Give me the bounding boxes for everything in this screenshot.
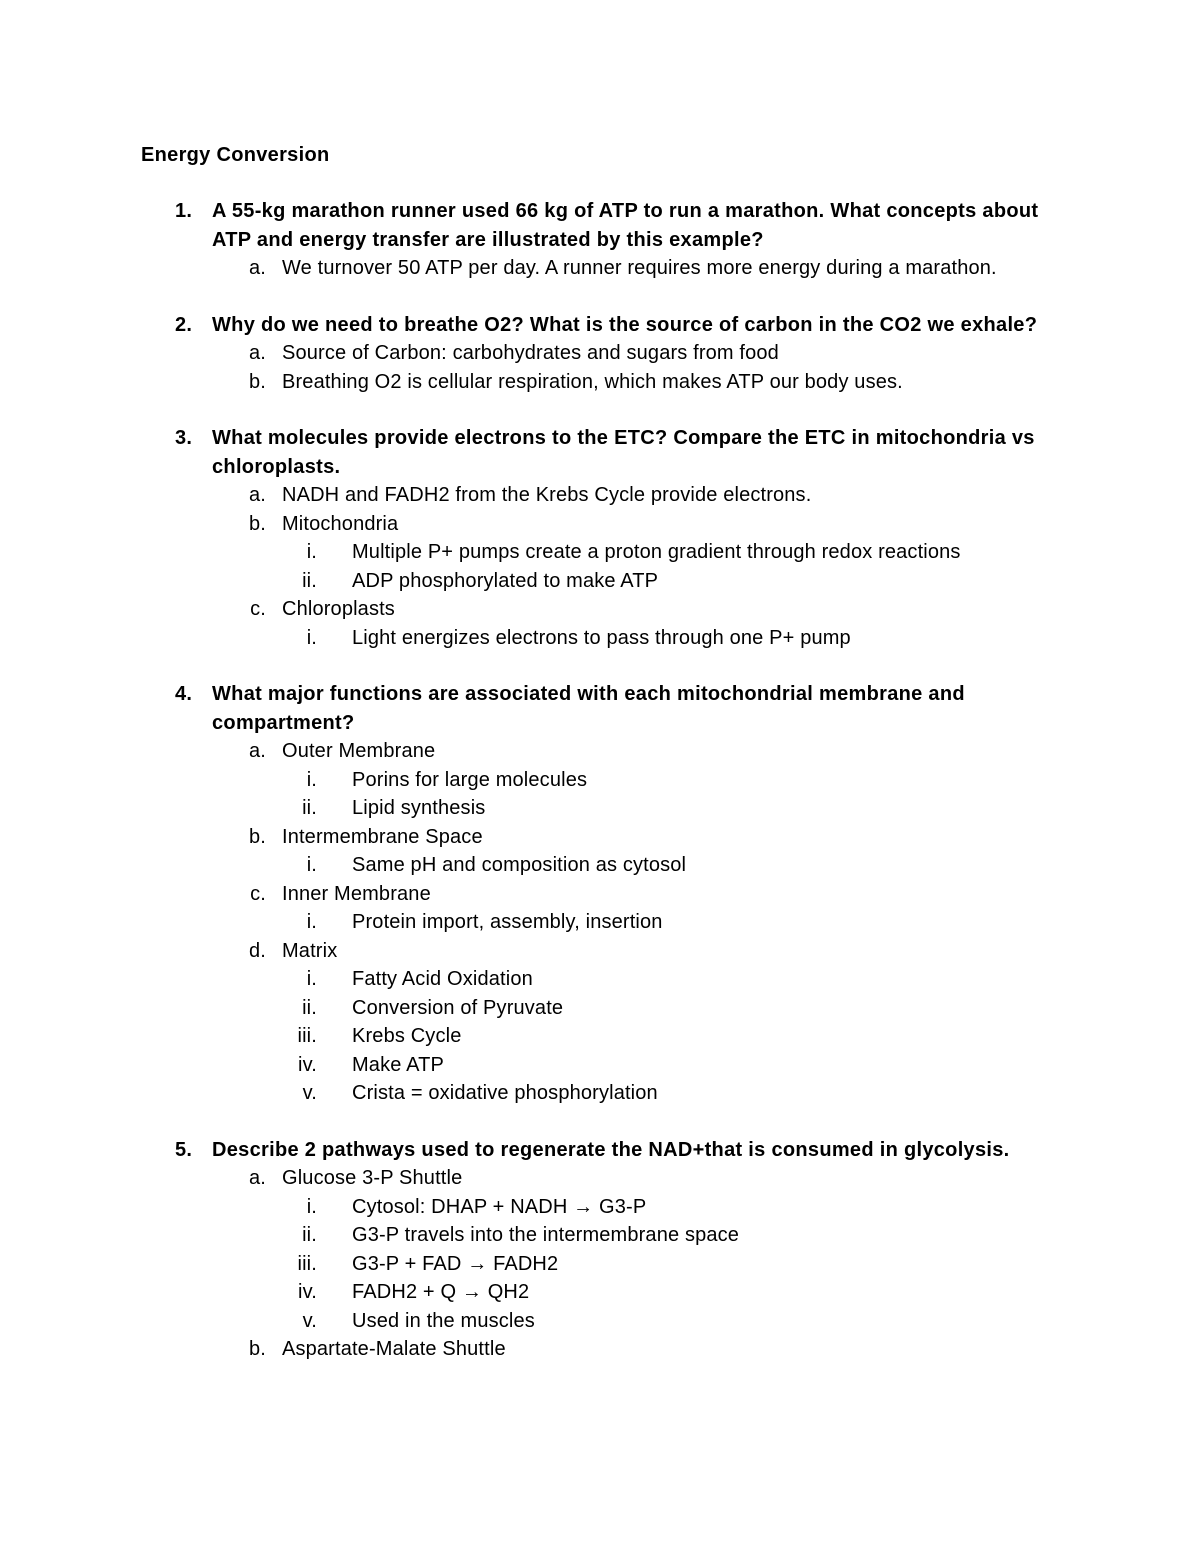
answer-text: Intermembrane Space <box>282 825 483 848</box>
question-text: A 55-kg marathon runner used 66 kg of ATP to run a marathon. What concepts about ATP and energy transfer are illustrated by this example? <box>212 200 1039 251</box>
sub-answer-text: Multiple P+ pumps create a proton gradient through redox reactions <box>352 541 961 563</box>
sub-answer-item <box>0 766 1200 795</box>
question-text: Why do we need to breathe O2? What is the source of carbon in the CO2 we exhale? <box>212 313 1038 336</box>
question-item <box>0 424 1200 652</box>
answer-item <box>0 737 1200 766</box>
sub-answer-marker: i. <box>306 911 317 933</box>
answer-item <box>0 1335 1200 1364</box>
answer-item <box>0 937 1200 966</box>
sub-answer-text: Protein import, assembly, insertion <box>352 911 663 933</box>
sub-answer-item <box>0 567 1200 596</box>
sub-answer-item <box>0 1307 1200 1336</box>
sub-answer-text: Crista = oxidative phosphorylation <box>352 1082 658 1104</box>
question-text: What molecules provide electrons to the ETC? Compare the ETC in mitochondria vs chloroplasts. <box>212 427 1035 478</box>
answer-item <box>0 510 1200 539</box>
sub-answer-text: Make ATP <box>352 1053 444 1076</box>
answer-text: Chloroplasts <box>282 598 395 620</box>
answer-text: Inner Membrane <box>282 882 431 905</box>
sub-answer-item <box>0 908 1200 937</box>
answer-text: NADH and FADH2 from the Krebs Cycle provide electrons. <box>282 484 812 506</box>
answer-text: Mitochondria <box>282 512 399 535</box>
question-list <box>0 197 1200 1392</box>
answer-item <box>0 339 1200 368</box>
answer-item <box>0 880 1200 909</box>
sub-answer-marker: iv. <box>298 1053 317 1076</box>
sub-answer-text: Cytosol: DHAP + NADH → G3-P <box>352 1195 647 1218</box>
answer-item <box>0 254 1200 283</box>
sub-answer-marker: iv. <box>298 1281 317 1303</box>
sub-answer-item <box>0 994 1200 1023</box>
sub-answer-text: Light energizes electrons to pass through one P+ pump <box>352 626 851 649</box>
sub-answer-item <box>0 1278 1200 1307</box>
answer-marker: a. <box>249 740 266 762</box>
sub-answer-marker: v. <box>302 1082 317 1104</box>
sub-answer-text: Used in the muscles <box>352 1309 535 1332</box>
sub-answer-text: G3-P travels into the intermembrane space <box>352 1224 740 1246</box>
answer-text: Breathing O2 is cellular respiration, which makes ATP our body uses. <box>282 370 903 393</box>
sub-answer-marker: ii. <box>302 569 317 592</box>
question-number: 3. <box>175 427 193 449</box>
answer-marker: b. <box>249 370 266 393</box>
sub-answer-marker: i. <box>306 768 317 791</box>
question-number: 5. <box>175 1138 193 1161</box>
answer-marker: c. <box>250 598 266 620</box>
sub-answer-item <box>0 538 1200 567</box>
answer-item <box>0 481 1200 510</box>
answer-marker: b. <box>249 512 266 535</box>
question-item <box>0 311 1200 397</box>
sub-answer-marker: iii. <box>297 1252 317 1275</box>
answer-item <box>0 823 1200 852</box>
answer-marker: b. <box>249 1338 266 1360</box>
answer-item <box>0 595 1200 624</box>
answer-text: Matrix <box>282 939 338 962</box>
sub-answer-text: FADH2 + Q → QH2 <box>352 1281 530 1303</box>
answer-text: Source of Carbon: carbohydrates and sugars from food <box>282 342 779 364</box>
sub-answer-text: Fatty Acid Oxidation <box>352 968 533 990</box>
sub-answer-marker: i. <box>306 541 317 563</box>
answer-marker: a. <box>249 484 266 506</box>
sub-answer-marker: i. <box>306 626 317 649</box>
sub-answer-text: Conversion of Pyruvate <box>352 996 564 1019</box>
sub-answer-item <box>0 1022 1200 1051</box>
sub-answer-text: Porins for large molecules <box>352 768 588 791</box>
sub-answer-item <box>0 1051 1200 1080</box>
sub-answer-marker: i. <box>306 1195 317 1218</box>
answer-marker: d. <box>249 939 266 962</box>
question-number: 2. <box>175 313 193 336</box>
document-title: Energy Conversion <box>141 144 330 166</box>
sub-answer-marker: ii. <box>302 996 317 1019</box>
sub-answer-text: Krebs Cycle <box>352 1025 462 1047</box>
sub-answer-item <box>0 851 1200 880</box>
sub-answer-marker: ii. <box>302 797 317 819</box>
sub-answer-text: ADP phosphorylated to make ATP <box>352 569 659 592</box>
sub-answer-marker: i. <box>306 968 317 990</box>
question-text: What major functions are associated with each mitochondrial membrane and compartment? <box>212 683 965 734</box>
question-number: 4. <box>175 683 193 705</box>
sub-answer-item <box>0 1250 1200 1279</box>
sub-answer-text: Lipid synthesis <box>352 797 486 819</box>
sub-answer-item <box>0 624 1200 653</box>
question-item <box>0 197 1200 283</box>
question-item <box>0 1136 1200 1364</box>
question-item <box>0 680 1200 1108</box>
sub-answer-marker: i. <box>306 854 317 876</box>
answer-item <box>0 368 1200 397</box>
answer-marker: c. <box>250 882 266 905</box>
question-text: Describe 2 pathways used to regenerate the NAD+that is consumed in glycolysis. <box>212 1138 1010 1161</box>
sub-answer-marker: ii. <box>302 1224 317 1246</box>
answer-text: Glucose 3-P Shuttle <box>282 1167 463 1189</box>
sub-answer-marker: iii. <box>297 1025 317 1047</box>
answer-text: We turnover 50 ATP per day. A runner requires more energy during a marathon. <box>282 257 997 279</box>
sub-answer-item <box>0 1193 1200 1222</box>
sub-answer-text: Same pH and composition as cytosol <box>352 854 687 876</box>
sub-answer-text: G3-P + FAD → FADH2 <box>352 1252 559 1275</box>
answer-marker: a. <box>249 257 266 279</box>
answer-marker: b. <box>249 825 266 848</box>
question-number: 1. <box>175 200 193 222</box>
sub-answer-item <box>0 965 1200 994</box>
sub-answer-item <box>0 1079 1200 1108</box>
answer-item <box>0 1164 1200 1193</box>
answer-marker: a. <box>249 342 266 364</box>
sub-answer-item <box>0 794 1200 823</box>
sub-answer-marker: v. <box>302 1309 317 1332</box>
answer-text: Aspartate-Malate Shuttle <box>282 1338 506 1360</box>
sub-answer-item <box>0 1221 1200 1250</box>
answer-marker: a. <box>249 1167 266 1189</box>
answer-text: Outer Membrane <box>282 740 436 762</box>
